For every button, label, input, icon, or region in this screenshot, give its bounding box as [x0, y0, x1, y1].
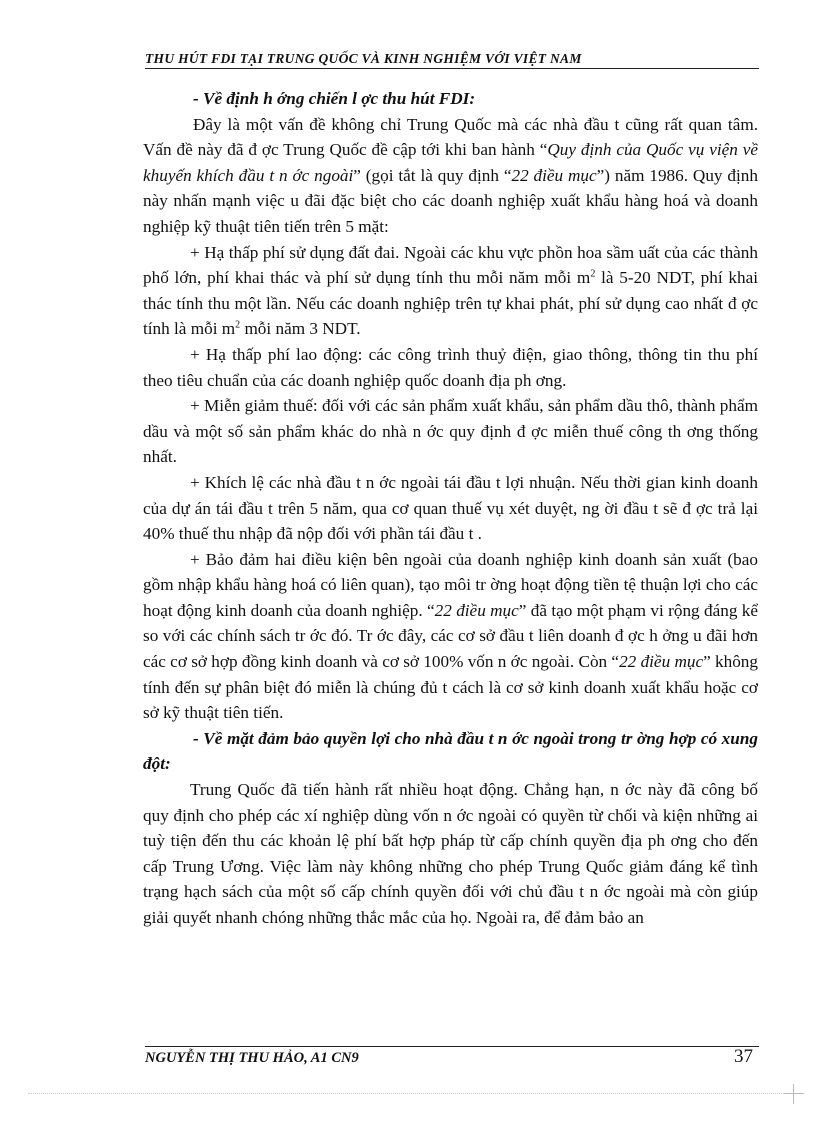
text-span: ” đã tạo một phạm vi rộng đáng kể so với các chính sách tr ớc đó. Tr ớc đây, các cơ sở đầu t liên doanh đ ợc h ởng u đãi hơn các cơ sở hợp đồng kinh doanh và cơ sở 100% vốn n ớc ngoài. Còn “ [143, 600, 758, 672]
italic-span: 22 điều mục [434, 600, 519, 620]
footer-rule [145, 1046, 759, 1047]
paragraph-labor-fees: + Hạ thấp phí lao động: các công trình thuỷ điện, giao thông, thông tin thu phí theo tiêu chuẩn của các doanh nghiệp quốc doanh địa ph ơng. [143, 344, 758, 390]
crop-mark [784, 1084, 804, 1104]
paragraph-reinvestment: + Khích lệ các nhà đầu t n ớc ngoài tái đầu t lợi nhuận. Nếu thời gian kinh doanh của dự án tái đầu t trên 5 năm, qua cơ quan thuế vụ xét duyệt, ng ời đầu t sẽ đ ợc trả lại 40% thuế thu nhập đã nộp đối với phần tái đầu t . [143, 472, 758, 544]
section-heading-fdi-strategy: - Về định h ớng chiến l ợc thu hút FDI: [193, 89, 476, 108]
page-number: 37 [734, 1046, 753, 1067]
document-body [143, 86, 758, 931]
paragraph-tax-exemption: + Miễn giảm thuế: đối với các sản phẩm xuất khẩu, sản phẩm dầu thô, thành phẩm dầu và một số sản phẩm khác do nhà n ớc quy định đ ợc miễn thuế công th ơng thống nhất. [143, 396, 758, 467]
text-span: ” không tính đến sự phân biệt đó miễn là chúng đủ t cách là cơ sở kinh doanh xuất khẩu hoặc cơ sở kỹ thuật tiên tiến. [143, 652, 758, 723]
text-span: là 5-20 NDT, phí khai thác tính thu một lần. Nếu các doanh nghiệp trên tự khai phát, phí sử dụng cao nhất đ ợc tính là mỗi m [143, 268, 759, 339]
italic-span: Quy định của Quốc vụ viện về khuyến khích đầu t n ớc ngoài [143, 140, 758, 185]
italic-span: 22 điều mục [511, 165, 597, 185]
text-span: mỗi năm 3 NDT. [240, 319, 361, 339]
page-header [145, 50, 759, 69]
superscript: 2 [590, 268, 596, 280]
italic-span: 22 điều mục [619, 652, 704, 672]
section-heading-investor-rights: - Về mặt đảm bảo quyền lợi cho nhà đầu t n ớc ngoài trong tr ờng hợp có xung đột: [143, 728, 758, 774]
text-span: ” (gọi tắt là quy định “ [353, 165, 512, 185]
paragraph-intro [143, 112, 758, 240]
page-boundary [28, 1093, 790, 1094]
footer-author: NGUYỄN THỊ THU HẢO, A1 CN9 [145, 1050, 359, 1066]
paragraph-external-conditions [143, 547, 758, 726]
superscript: 2 [235, 319, 241, 331]
paragraph-land-fees [143, 240, 758, 342]
paragraph-disputes: Trung Quốc đã tiến hành rất nhiều hoạt động. Chẳng hạn, n ớc này đã công bố quy định cho phép các xí nghiệp dùng vốn n ớc ngoài có quyền từ chối và kiện những ai tuỳ tiện đến thu các khoản lệ phí bất hợp pháp từ cấp chính quyền địa ph ơng cho đến cấp Trung Ương. Việc làm này không những cho phép Trung Quốc giảm đáng kể tình trạng hạch sách của một số cấp chính quyền đối với chủ đầu t n ớc ngoài mà còn giúp giải quyết nhanh chóng những thắc mắc của họ. Ngoài ra, để đảm bảo an [143, 780, 758, 927]
header-title: THU HÚT FDI TẠI TRUNG QUỐC VÀ KINH NGHIỆM VỚI VIỆT NAM [145, 51, 582, 66]
text-span: + Bảo đảm hai điều kiện bên ngoài của doanh nghiệp kinh doanh sản xuất (bao gồm nhập khẩu hàng hoá có liên quan), tạo môi tr ờng hoạt động tiền tệ thuận lợi cho các hoạt động kinh doanh của doanh nghiệp. “ [143, 549, 758, 620]
text-span: Đây là một vấn đề không chỉ Trung Quốc mà các nhà đầu t cũng rất quan tâm. Vấn đề này đã đ ợc Trung Quốc đề cập tới khi ban hành “ [143, 114, 758, 160]
text-span: + Hạ thấp phí sử dụng đất đai. Ngoài các khu vực phồn hoa sầm uất của các thành phố lớn, phí khai thác và phí sử dụng tính thu mỗi năm mỗi m [143, 242, 758, 288]
text-span: ”) năm 1986. Quy định này nhấn mạnh việc u đãi đặc biệt cho các doanh nghiệp xuất khẩu hàng hoá và doanh nghiệp kỹ thuật tiên tiến trên 5 mặt: [143, 165, 758, 236]
